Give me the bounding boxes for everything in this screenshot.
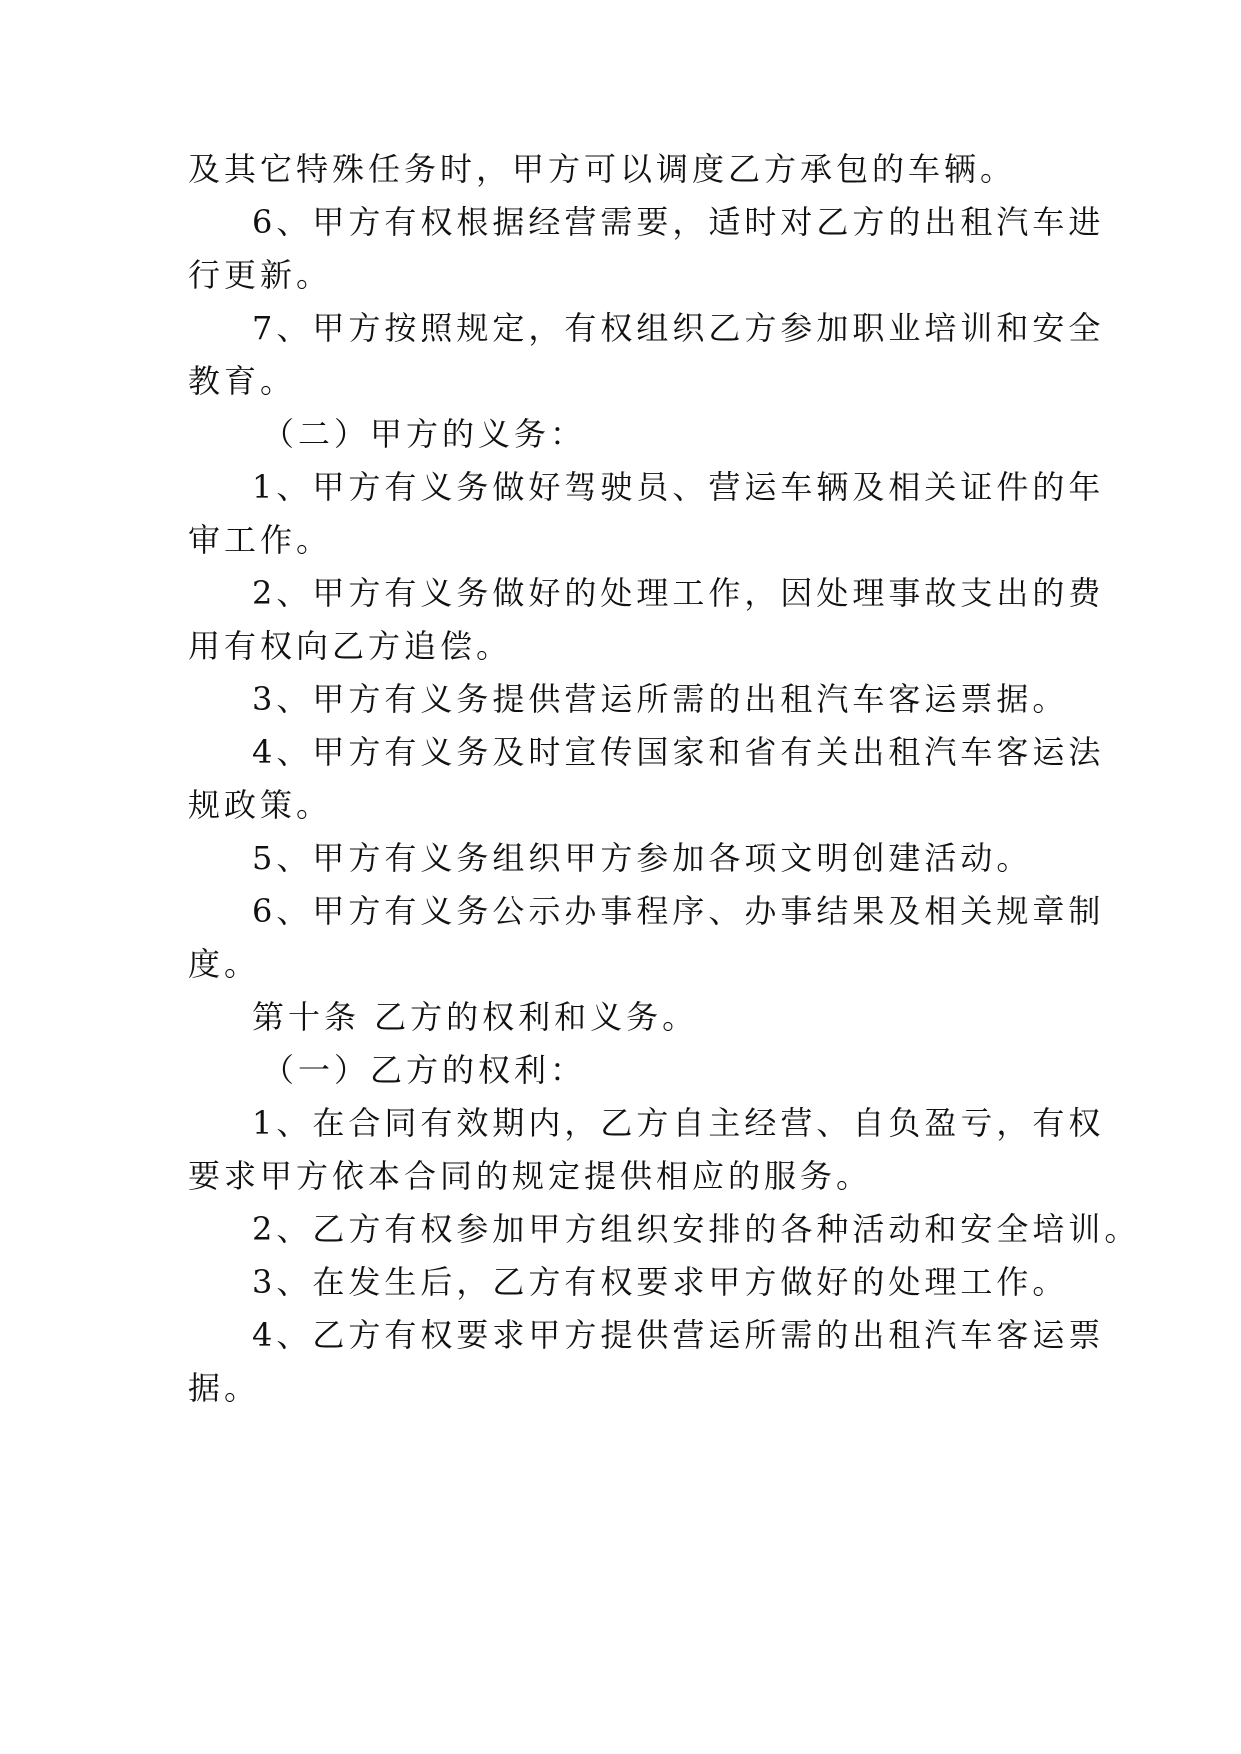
text-line: 度。 [188, 945, 261, 983]
text-line: 1、甲方有义务做好驾驶员、营运车辆及相关证件的年 [252, 468, 1105, 506]
text-line: 行更新。 [188, 256, 333, 294]
text-line: 1、在合同有效期内，乙方自主经营、自负盈亏，有权 [252, 1104, 1105, 1142]
text-line: 2、甲方有义务做好的处理工作，因处理事故支出的费 [252, 574, 1105, 612]
text-line: 规政策。 [188, 786, 333, 824]
text-line: 3、在发生后，乙方有权要求甲方做好的处理工作。 [252, 1263, 1069, 1301]
section-heading: （二）甲方的义务： [262, 415, 587, 453]
section-heading: （一）乙方的权利： [262, 1051, 587, 1089]
text-line: 4、乙方有权要求甲方提供营运所需的出租汽车客运票 [252, 1316, 1105, 1354]
text-line: 据。 [188, 1369, 261, 1407]
text-line: 审工作。 [188, 521, 333, 559]
article-heading: 第十条 乙方的权利和义务。 [252, 998, 699, 1036]
text-line: 教育。 [188, 362, 297, 400]
text-line: 7、甲方按照规定，有权组织乙方参加职业培训和安全 [252, 309, 1105, 347]
text-line: 6、甲方有义务公示办事程序、办事结果及相关规章制 [252, 892, 1105, 930]
text-line: 及其它特殊任务时，甲方可以调度乙方承包的车辆。 [188, 150, 1017, 188]
text-line: 2、乙方有权参加甲方组织安排的各种活动和安全培训。 [252, 1210, 1141, 1248]
text-line: 3、甲方有义务提供营运所需的出租汽车客运票据。 [252, 680, 1069, 718]
text-line: 5、甲方有义务组织甲方参加各项文明创建活动。 [252, 839, 1033, 877]
text-line: 4、甲方有义务及时宣传国家和省有关出租汽车客运法 [252, 733, 1105, 771]
text-line: 6、甲方有权根据经营需要，适时对乙方的出租汽车进 [252, 203, 1105, 241]
text-line: 要求甲方依本合同的规定提供相应的服务。 [188, 1157, 873, 1195]
text-line: 用有权向乙方追偿。 [188, 627, 513, 665]
